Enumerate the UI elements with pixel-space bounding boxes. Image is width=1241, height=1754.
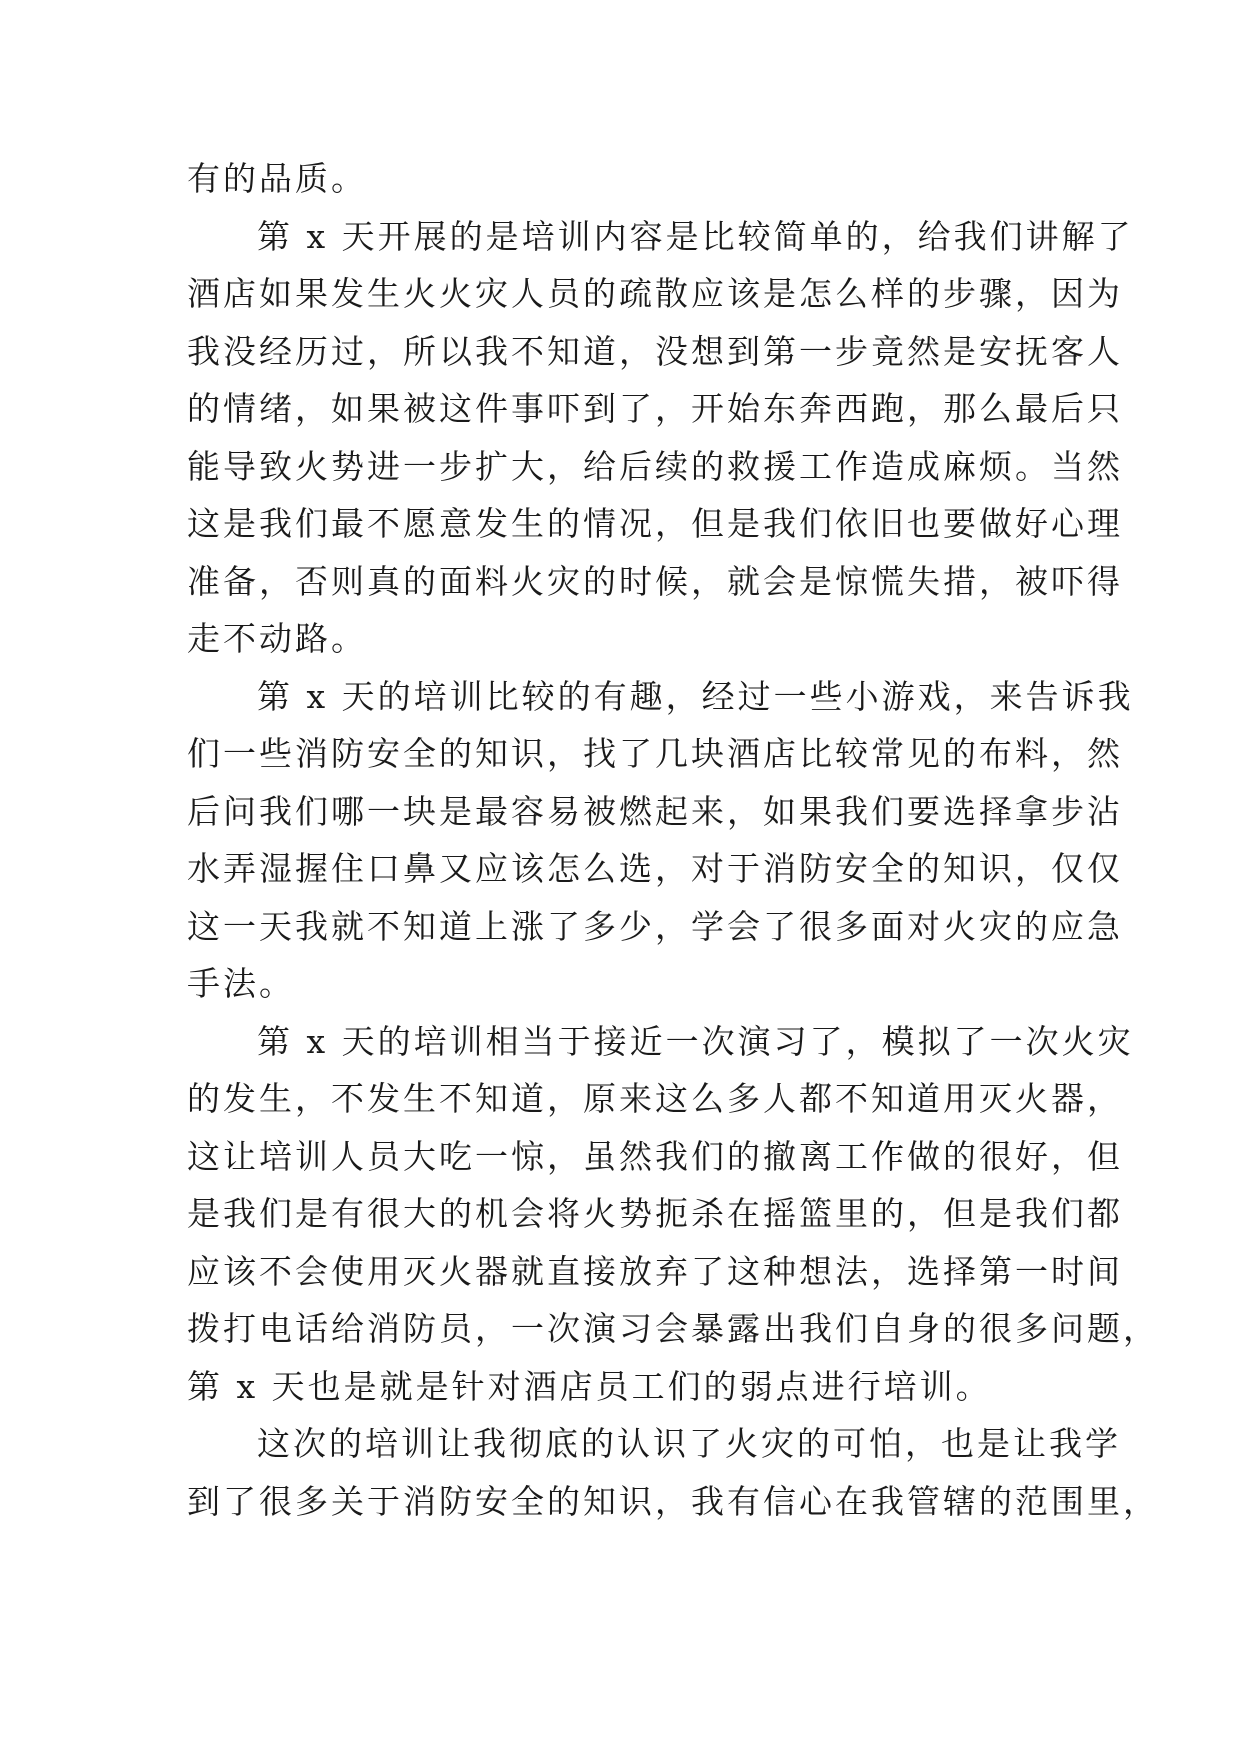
text-line: 应该不会使用灭火器就直接放弃了这种想法，选择第一时间: [187, 1251, 1123, 1291]
text-line: 后问我们哪一块是最容易被燃起来，如果我们要选择拿步沾: [187, 791, 1123, 831]
text-line: 有的品质。: [187, 159, 367, 198]
document-body: [187, 150, 1159, 1530]
text-line: 这一天我就不知道上涨了多少，学会了很多面对火灾的应急: [187, 906, 1123, 946]
text-line: 手法。: [187, 964, 295, 1003]
text-line: 到了很多关于消防安全的知识，我有信心在我管辖的范围里，: [187, 1481, 1159, 1521]
paragraph-first-line: 第 x 天开展的是培训内容是比较简单的，给我们讲解了: [257, 216, 1134, 256]
text-line: 的发生，不发生不知道，原来这么多人都不知道用灭火器，: [187, 1079, 1123, 1118]
text-line: 我没经历过，所以我不知道，没想到第一步竟然是安抚客人: [187, 331, 1123, 371]
text-line: 水弄湿握住口鼻又应该怎么选，对于消防安全的知识，仅仅: [187, 849, 1123, 888]
text-line: 能导致火势进一步扩大，给后续的救援工作造成麻烦。当然: [187, 446, 1123, 486]
paragraph-first-line: 第 x 天的培训比较的有趣，经过一些小游戏，来告诉我: [257, 676, 1134, 716]
text-line: 的情绪，如果被这件事吓到了，开始东奔西跑，那么最后只: [187, 389, 1123, 428]
paragraph-first-line: 这次的培训让我彻底的认识了火灾的可怕，也是让我学: [257, 1424, 1121, 1463]
text-line: 拨打电话给消防员，一次演习会暴露出我们自身的很多问题，: [187, 1309, 1159, 1348]
text-line: 是我们是有很大的机会将火势扼杀在摇篮里的，但是我们都: [187, 1194, 1123, 1233]
text-line: 准备，否则真的面料火灾的时候，就会是惊慌失措，被吓得: [187, 561, 1123, 601]
text-line: 这让培训人员大吃一惊，虽然我们的撤离工作做的很好，但: [187, 1136, 1123, 1176]
text-line: 们一些消防安全的知识，找了几块酒店比较常见的布料，然: [187, 734, 1123, 773]
paragraph-first-line: 第 x 天的培训相当于接近一次演习了，模拟了一次火灾: [257, 1021, 1134, 1061]
text-line: 这是我们最不愿意发生的情况，但是我们依旧也要做好心理: [187, 504, 1123, 543]
text-line: 酒店如果发生火火灾人员的疏散应该是怎么样的步骤，因为: [187, 274, 1123, 313]
text-line: 第 x 天也是就是针对酒店员工们的弱点进行培训。: [187, 1366, 992, 1406]
text-line: 走不动路。: [187, 619, 367, 658]
